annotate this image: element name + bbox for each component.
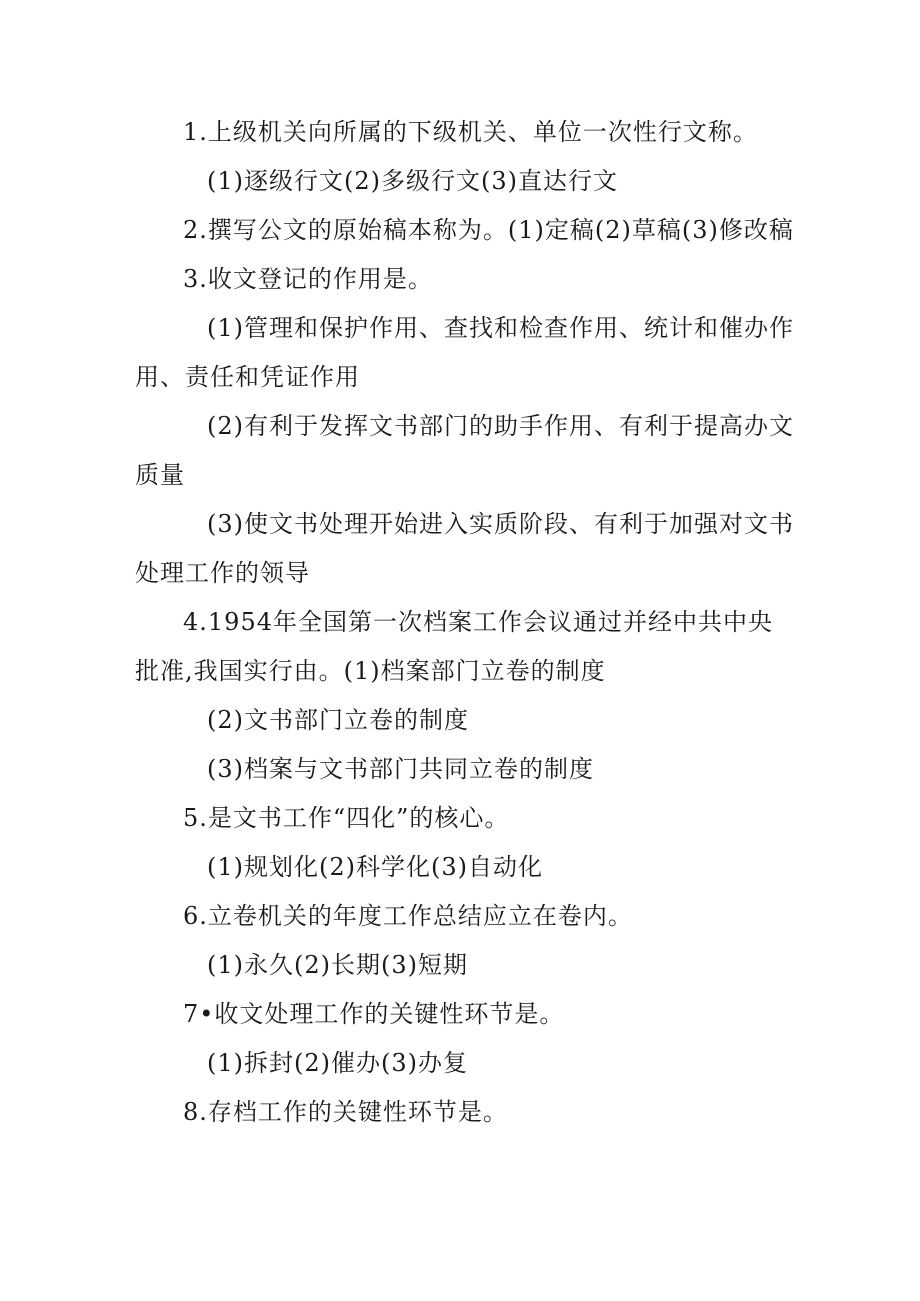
question-6-options: (1)永久(2)长期(3)短期 bbox=[207, 951, 468, 979]
document-body bbox=[135, 108, 795, 1137]
question-4: 4.1954年全国第一次档案工作会议通过并经中共中央批准,我国实行由。(1)档案部门立卷的制度 bbox=[135, 608, 773, 685]
question-7: 7•收文处理工作的关键性环节是。 bbox=[183, 1000, 565, 1028]
question-3-option-3: (3)使文书处理开始进入实质阶段、有利于加强对文书处理工作的领导 bbox=[135, 510, 794, 587]
question-1-options: (1)逐级行文(2)多级行文(3)直达行文 bbox=[207, 167, 618, 195]
question-8: 8.存档工作的关键性环节是。 bbox=[183, 1098, 508, 1126]
question-2: 2.撰写公文的原始稿本称为。(1)定稿(2)草稿(3)修改稿 bbox=[183, 216, 794, 244]
question-3: 3.收文登记的作用是。 bbox=[183, 265, 433, 293]
question-5-options: (1)规划化(2)科学化(3)自动化 bbox=[207, 853, 543, 881]
question-4-option-3: (3)档案与文书部门共同立卷的制度 bbox=[207, 755, 594, 783]
question-1: 1.上级机关向所属的下级机关、单位一次性行文称。 bbox=[183, 118, 758, 146]
question-5: 5.是文书工作“四化”的核心。 bbox=[183, 804, 510, 832]
question-7-options: (1)拆封(2)催办(3)办复 bbox=[207, 1049, 468, 1077]
question-4-option-2: (2)文书部门立卷的制度 bbox=[207, 706, 469, 734]
question-3-option-1: (1)管理和保护作用、查找和检查作用、统计和催办作用、责任和凭证作用 bbox=[135, 314, 794, 391]
question-6: 6.立卷机关的年度工作总结应立在卷内。 bbox=[183, 902, 633, 930]
question-3-option-2: (2)有利于发挥文书部门的助手作用、有利于提高办文质量 bbox=[135, 412, 794, 489]
